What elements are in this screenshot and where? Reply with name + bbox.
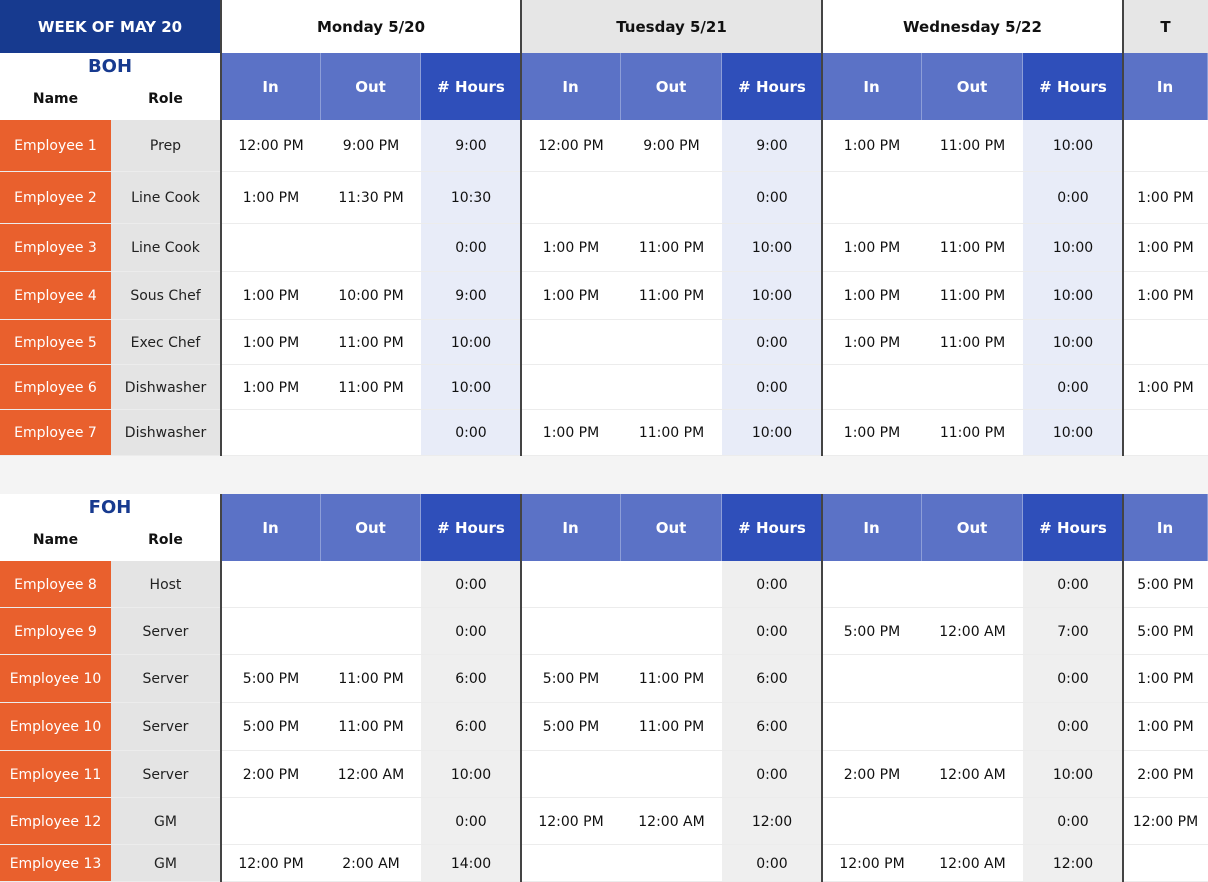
hours-cell[interactable]: 0:00 <box>722 561 822 608</box>
hours-cell[interactable]: 6:00 <box>722 703 822 751</box>
shift-in-cell[interactable]: 1:00 PM <box>1123 703 1208 751</box>
employee-role[interactable]: Dishwasher <box>111 365 220 410</box>
column-header-out: Out <box>621 494 722 561</box>
column-header-name: Name <box>0 79 111 119</box>
day-separator <box>821 494 823 882</box>
column-header-hours: # Hours <box>421 494 521 561</box>
employee-name[interactable]: Employee 13 <box>0 845 111 882</box>
day-separator <box>1122 0 1124 456</box>
shift-out-cell[interactable] <box>321 224 421 272</box>
employee-role[interactable]: Server <box>111 703 220 751</box>
shift-out-cell[interactable]: 12:00 AM <box>621 798 722 845</box>
hours-cell[interactable]: 0:00 <box>722 320 822 365</box>
hours-cell[interactable]: 10:00 <box>1023 120 1123 172</box>
column-header-hours: # Hours <box>1023 494 1123 561</box>
hours-cell[interactable]: 0:00 <box>722 751 822 798</box>
shift-in-cell[interactable] <box>1123 845 1208 882</box>
column-header-in: In <box>822 53 922 120</box>
shift-in-cell[interactable] <box>521 365 621 410</box>
employee-name[interactable]: Employee 1 <box>0 120 111 172</box>
day-header: Tuesday 5/21 <box>521 0 822 53</box>
hours-cell[interactable]: 0:00 <box>722 845 822 882</box>
hours-cell[interactable]: 0:00 <box>722 365 822 410</box>
hours-cell[interactable]: 0:00 <box>421 410 521 456</box>
hours-cell[interactable]: 12:00 <box>1023 845 1123 882</box>
shift-in-cell[interactable]: 1:00 PM <box>521 272 621 320</box>
shift-out-cell[interactable]: 12:00 AM <box>321 751 421 798</box>
shift-out-cell[interactable]: 11:00 PM <box>621 410 722 456</box>
shift-out-cell[interactable]: 9:00 PM <box>621 120 722 172</box>
hours-cell[interactable]: 7:00 <box>1023 608 1123 655</box>
column-header-in: In <box>221 494 321 561</box>
employee-role[interactable]: Dishwasher <box>111 410 220 456</box>
column-header-out: Out <box>321 53 421 120</box>
shift-out-cell[interactable]: 12:00 AM <box>922 751 1023 798</box>
shift-out-cell[interactable] <box>621 845 722 882</box>
hours-cell[interactable]: 10:00 <box>421 751 521 798</box>
column-header-role: Role <box>111 520 220 560</box>
row-divider <box>0 455 1208 456</box>
shift-out-cell[interactable] <box>621 561 722 608</box>
hours-cell[interactable]: 0:00 <box>722 608 822 655</box>
hours-cell[interactable]: 9:00 <box>722 120 822 172</box>
day-separator <box>520 0 522 456</box>
shift-in-cell[interactable] <box>822 703 922 751</box>
hours-cell[interactable]: 10:00 <box>722 224 822 272</box>
column-header-out: Out <box>321 494 421 561</box>
shift-out-cell[interactable]: 11:00 PM <box>922 224 1023 272</box>
shift-in-cell[interactable]: 1:00 PM <box>1123 172 1208 224</box>
shift-in-cell[interactable]: 1:00 PM <box>822 410 922 456</box>
shift-out-cell[interactable]: 11:00 PM <box>321 655 421 703</box>
hours-cell[interactable]: 10:00 <box>1023 224 1123 272</box>
shift-in-cell[interactable]: 1:00 PM <box>1123 272 1208 320</box>
hours-cell[interactable]: 0:00 <box>421 798 521 845</box>
employee-name[interactable]: Employee 6 <box>0 365 111 410</box>
shift-out-cell[interactable]: 11:00 PM <box>621 655 722 703</box>
shift-in-cell[interactable]: 1:00 PM <box>822 120 922 172</box>
employee-name[interactable]: Employee 10 <box>0 703 111 751</box>
shift-in-cell[interactable]: 1:00 PM <box>1123 655 1208 703</box>
shift-out-cell[interactable] <box>321 608 421 655</box>
hours-cell[interactable]: 9:00 <box>421 272 521 320</box>
shift-out-cell[interactable]: 2:00 AM <box>321 845 421 882</box>
day-separator <box>520 494 522 882</box>
day-separator <box>1122 494 1124 882</box>
column-header-in: In <box>521 494 621 561</box>
employee-name[interactable]: Employee 8 <box>0 561 111 608</box>
column-header-in: In <box>521 53 621 120</box>
shift-out-cell[interactable]: 11:30 PM <box>321 172 421 224</box>
day-separator <box>220 494 222 882</box>
shift-in-cell[interactable]: 1:00 PM <box>822 320 922 365</box>
hours-cell[interactable]: 14:00 <box>421 845 521 882</box>
column-header-hours: # Hours <box>722 53 822 120</box>
employee-role[interactable]: Server <box>111 655 220 703</box>
shift-out-cell[interactable] <box>922 561 1023 608</box>
column-header-out: Out <box>922 53 1023 120</box>
shift-out-cell[interactable]: 12:00 AM <box>922 608 1023 655</box>
shift-in-cell[interactable] <box>521 561 621 608</box>
hours-cell[interactable]: 0:00 <box>1023 798 1123 845</box>
hours-cell[interactable]: 0:00 <box>1023 655 1123 703</box>
employee-role[interactable]: Server <box>111 608 220 655</box>
shift-out-cell[interactable]: 11:00 PM <box>621 224 722 272</box>
hours-cell[interactable]: 10:30 <box>421 172 521 224</box>
shift-in-cell[interactable] <box>822 655 922 703</box>
hours-cell[interactable]: 10:00 <box>421 365 521 410</box>
hours-cell[interactable]: 0:00 <box>1023 703 1123 751</box>
shift-in-cell[interactable] <box>221 608 321 655</box>
employee-role[interactable]: Server <box>111 751 220 798</box>
hours-cell[interactable]: 0:00 <box>421 224 521 272</box>
shift-out-cell[interactable]: 11:00 PM <box>621 272 722 320</box>
shift-in-cell[interactable] <box>521 320 621 365</box>
hours-cell[interactable]: 6:00 <box>421 703 521 751</box>
employee-role[interactable]: Prep <box>111 120 220 172</box>
hours-cell[interactable]: 10:00 <box>421 320 521 365</box>
shift-in-cell[interactable]: 1:00 PM <box>521 224 621 272</box>
day-header: T <box>1123 0 1208 53</box>
hours-cell[interactable]: 10:00 <box>1023 272 1123 320</box>
shift-in-cell[interactable]: 1:00 PM <box>822 224 922 272</box>
shift-out-cell[interactable] <box>922 172 1023 224</box>
shift-in-cell[interactable] <box>1123 320 1208 365</box>
shift-in-cell[interactable]: 1:00 PM <box>221 172 321 224</box>
hours-cell[interactable]: 10:00 <box>1023 751 1123 798</box>
hours-cell[interactable]: 0:00 <box>421 561 521 608</box>
hours-cell[interactable]: 0:00 <box>421 608 521 655</box>
shift-in-cell[interactable]: 1:00 PM <box>1123 365 1208 410</box>
employee-name[interactable]: Employee 5 <box>0 320 111 365</box>
hours-cell[interactable]: 10:00 <box>722 410 822 456</box>
column-header-hours: # Hours <box>1023 53 1123 120</box>
employee-name[interactable]: Employee 11 <box>0 751 111 798</box>
shift-in-cell[interactable]: 2:00 PM <box>221 751 321 798</box>
employee-role[interactable]: GM <box>111 798 220 845</box>
employee-role[interactable]: Sous Chef <box>111 272 220 320</box>
employee-role[interactable]: GM <box>111 845 220 882</box>
hours-cell[interactable]: 6:00 <box>421 655 521 703</box>
shift-in-cell[interactable]: 12:00 PM <box>822 845 922 882</box>
employee-name[interactable]: Employee 3 <box>0 224 111 272</box>
shift-in-cell[interactable]: 2:00 PM <box>1123 751 1208 798</box>
shift-in-cell[interactable] <box>1123 410 1208 456</box>
shift-in-cell[interactable]: 1:00 PM <box>521 410 621 456</box>
shift-out-cell[interactable]: 12:00 AM <box>922 845 1023 882</box>
shift-in-cell[interactable] <box>521 845 621 882</box>
hours-cell[interactable]: 0:00 <box>1023 561 1123 608</box>
shift-in-cell[interactable] <box>221 410 321 456</box>
shift-in-cell[interactable] <box>822 561 922 608</box>
column-header-name: Name <box>0 520 111 560</box>
shift-out-cell[interactable] <box>621 365 722 410</box>
employee-name[interactable]: Employee 4 <box>0 272 111 320</box>
shift-in-cell[interactable] <box>221 561 321 608</box>
shift-in-cell[interactable] <box>1123 120 1208 172</box>
section-title: FOH <box>0 494 220 520</box>
employee-name[interactable]: Employee 9 <box>0 608 111 655</box>
column-header-out: Out <box>922 494 1023 561</box>
shift-out-cell[interactable]: 11:00 PM <box>922 272 1023 320</box>
shift-in-cell[interactable]: 12:00 PM <box>521 120 621 172</box>
week-label: WEEK OF MAY 20 <box>0 0 220 53</box>
shift-in-cell[interactable]: 1:00 PM <box>1123 224 1208 272</box>
shift-in-cell[interactable]: 2:00 PM <box>822 751 922 798</box>
hours-cell[interactable]: 9:00 <box>421 120 521 172</box>
employee-name[interactable]: Employee 2 <box>0 172 111 224</box>
shift-in-cell[interactable]: 1:00 PM <box>221 272 321 320</box>
shift-in-cell[interactable]: 5:00 PM <box>1123 608 1208 655</box>
day-header: Monday 5/20 <box>221 0 521 53</box>
hours-cell[interactable]: 6:00 <box>722 655 822 703</box>
shift-out-cell[interactable]: 11:00 PM <box>321 365 421 410</box>
shift-out-cell[interactable]: 9:00 PM <box>321 120 421 172</box>
hours-cell[interactable]: 12:00 <box>722 798 822 845</box>
column-header-in: In <box>822 494 922 561</box>
column-header-hours: # Hours <box>722 494 822 561</box>
shift-out-cell[interactable] <box>922 798 1023 845</box>
hours-cell[interactable]: 0:00 <box>1023 172 1123 224</box>
day-header: Wednesday 5/22 <box>822 0 1123 53</box>
shift-out-cell[interactable] <box>621 172 722 224</box>
shift-in-cell[interactable] <box>822 798 922 845</box>
hours-cell[interactable]: 10:00 <box>722 272 822 320</box>
day-separator <box>220 0 222 456</box>
shift-in-cell[interactable]: 1:00 PM <box>822 272 922 320</box>
employee-name[interactable]: Employee 7 <box>0 410 111 456</box>
column-header-role: Role <box>111 79 220 119</box>
hours-cell[interactable]: 10:00 <box>1023 410 1123 456</box>
shift-in-cell[interactable] <box>221 224 321 272</box>
shift-out-cell[interactable]: 11:00 PM <box>922 410 1023 456</box>
shift-in-cell[interactable] <box>822 172 922 224</box>
column-header-in: In <box>1123 53 1208 120</box>
column-header-in: In <box>221 53 321 120</box>
shift-in-cell[interactable]: 5:00 PM <box>221 655 321 703</box>
shift-in-cell[interactable]: 5:00 PM <box>822 608 922 655</box>
shift-out-cell[interactable] <box>321 410 421 456</box>
employee-role[interactable]: Line Cook <box>111 224 220 272</box>
shift-in-cell[interactable] <box>521 172 621 224</box>
shift-out-cell[interactable] <box>922 365 1023 410</box>
shift-out-cell[interactable]: 10:00 PM <box>321 272 421 320</box>
shift-out-cell[interactable]: 11:00 PM <box>922 120 1023 172</box>
shift-in-cell[interactable]: 12:00 PM <box>521 798 621 845</box>
shift-out-cell[interactable] <box>922 703 1023 751</box>
shift-in-cell[interactable]: 12:00 PM <box>221 120 321 172</box>
shift-out-cell[interactable] <box>621 320 722 365</box>
section-gap <box>0 456 1208 494</box>
shift-in-cell[interactable] <box>822 365 922 410</box>
shift-in-cell[interactable]: 5:00 PM <box>521 703 621 751</box>
shift-out-cell[interactable] <box>321 561 421 608</box>
shift-in-cell[interactable]: 1:00 PM <box>221 320 321 365</box>
shift-in-cell[interactable] <box>521 751 621 798</box>
shift-out-cell[interactable] <box>922 655 1023 703</box>
employee-role[interactable]: Host <box>111 561 220 608</box>
day-separator <box>821 0 823 456</box>
employee-role[interactable]: Line Cook <box>111 172 220 224</box>
hours-cell[interactable]: 0:00 <box>1023 365 1123 410</box>
employee-name[interactable]: Employee 10 <box>0 655 111 703</box>
shift-out-cell[interactable] <box>621 751 722 798</box>
shift-in-cell[interactable]: 12:00 PM <box>1123 798 1208 845</box>
column-header-hours: # Hours <box>421 53 521 120</box>
shift-out-cell[interactable] <box>321 798 421 845</box>
shift-in-cell[interactable] <box>221 798 321 845</box>
shift-in-cell[interactable]: 5:00 PM <box>1123 561 1208 608</box>
column-header-in: In <box>1123 494 1208 561</box>
employee-role[interactable]: Exec Chef <box>111 320 220 365</box>
shift-in-cell[interactable]: 5:00 PM <box>221 703 321 751</box>
shift-in-cell[interactable]: 1:00 PM <box>221 365 321 410</box>
hours-cell[interactable]: 10:00 <box>1023 320 1123 365</box>
shift-in-cell[interactable]: 12:00 PM <box>221 845 321 882</box>
shift-in-cell[interactable] <box>521 608 621 655</box>
shift-out-cell[interactable]: 11:00 PM <box>621 703 722 751</box>
shift-in-cell[interactable]: 5:00 PM <box>521 655 621 703</box>
shift-out-cell[interactable]: 11:00 PM <box>922 320 1023 365</box>
shift-out-cell[interactable] <box>621 608 722 655</box>
employee-name[interactable]: Employee 12 <box>0 798 111 845</box>
hours-cell[interactable]: 0:00 <box>722 172 822 224</box>
shift-out-cell[interactable]: 11:00 PM <box>321 320 421 365</box>
section-title: BOH <box>0 53 220 79</box>
column-header-out: Out <box>621 53 722 120</box>
shift-out-cell[interactable]: 11:00 PM <box>321 703 421 751</box>
